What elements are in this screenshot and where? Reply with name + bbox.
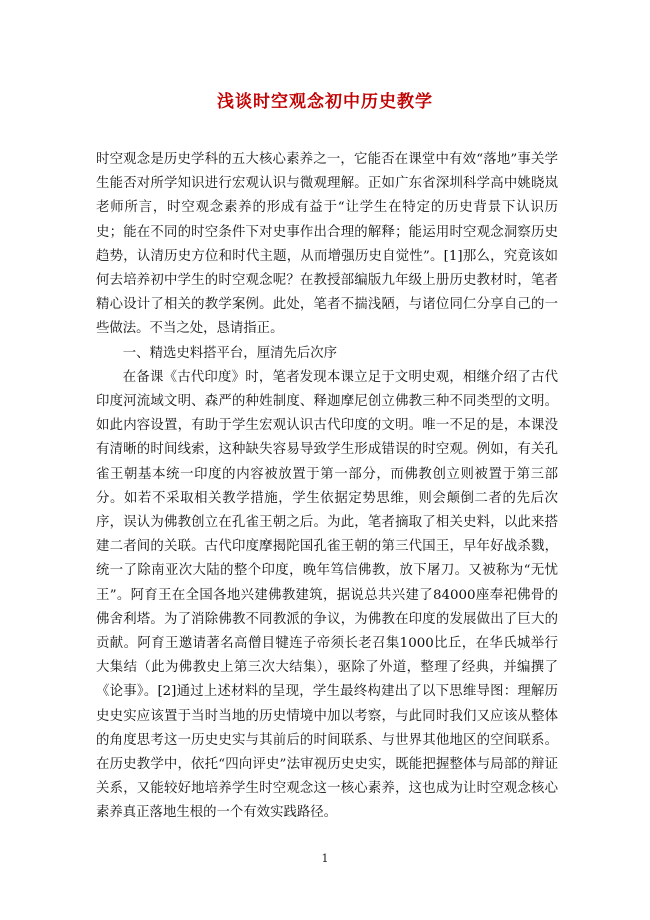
intro-paragraph: 时空观念是历史学科的五大核心素养之一，它能否在课堂中有效“落地”事关学生能否对所学知识进行宏观认识与微观理解。正如广东省深圳科学高中姚晓岚老师所言，时空观念素养的形成有益于“让学生在特定的历史背景下认识历史；能在不同的时空条件下对史事作出合理的解释；能运用时空观念洞察历史趋势，认清历史方位和时代主题，从而增强历史自觉性”。[1]那么，究竟该如何去培养初中学生的时空观念呢？在教授部编版九年级上册历史教材时，笔者精心设计了相关的教学案例。此处，笔者不揣浅陋，与诸位同仁分享自己的一些做法。不当之处，恳请指正。 — [96, 152, 558, 337]
section-heading: 一、精选史料搭平台，厘清先后次序 — [122, 345, 338, 361]
document-title: 浅谈时空观念初中历史教学 — [217, 92, 433, 112]
document-body — [96, 148, 558, 826]
body-paragraph: 在备课《古代印度》时，笔者发现本课立足于文明史观，相继介绍了古代印度河流域文明、森严的种姓制度、释迦摩尼创立佛教三种不同类型的文明。如此内容设置，有助于学生宏观认识古代印度的文明。唯一不足的是，本课没有清晰的时间线索，这种缺失容易导致学生形成错误的时空观。例如，有关孔雀王朝基本统一印度的内容被放置于第一部分，而佛教创立则被置于第三部分。如若不采取相关教学措施，学生依据定势思维，则会颠倒二者的先后次序，误认为佛教创立在孔雀王朝之后。为此，笔者摘取了相关史料，以此来搭建二者间的关联。古代印度摩揭陀国孔雀王朝的第三代国王，早年好战杀戮，统一了除南亚次大陆的整个印度，晚年笃信佛教，放下屠刀。又被称为“无忧王”。阿育王在全国各地兴建佛教建筑，据说总共兴建了84000座奉祀佛骨的佛舍利塔。为了消除佛教不同教派的争议，为佛教在印度的发展做出了巨大的贡献。阿育王邀请著名高僧目犍连子帝须长老召集1000比丘，在华氏城举行大集结（此为佛教史上第三次大结集），驱除了外道，整理了经典，并编撰了《论事》。[2]通过上述材料的呈现，学生最终构建出了以下思维导图：理解历史史实应该置于当时当地的历史情境中加以考察，与此同时我们又应该从整体的角度思考这一历史史实与其前后的时间联系、与世界其他地区的空间联系。在历史教学中，依托“四向评史”法审视历史史实，既能把握整体与局部的辩证关系，又能较好地培养学生时空观念这一核心素养，这也成为让时空观念核心素养真正落地生根的一个有效实践路径。 — [96, 369, 558, 821]
page-number: 1 — [321, 852, 329, 865]
